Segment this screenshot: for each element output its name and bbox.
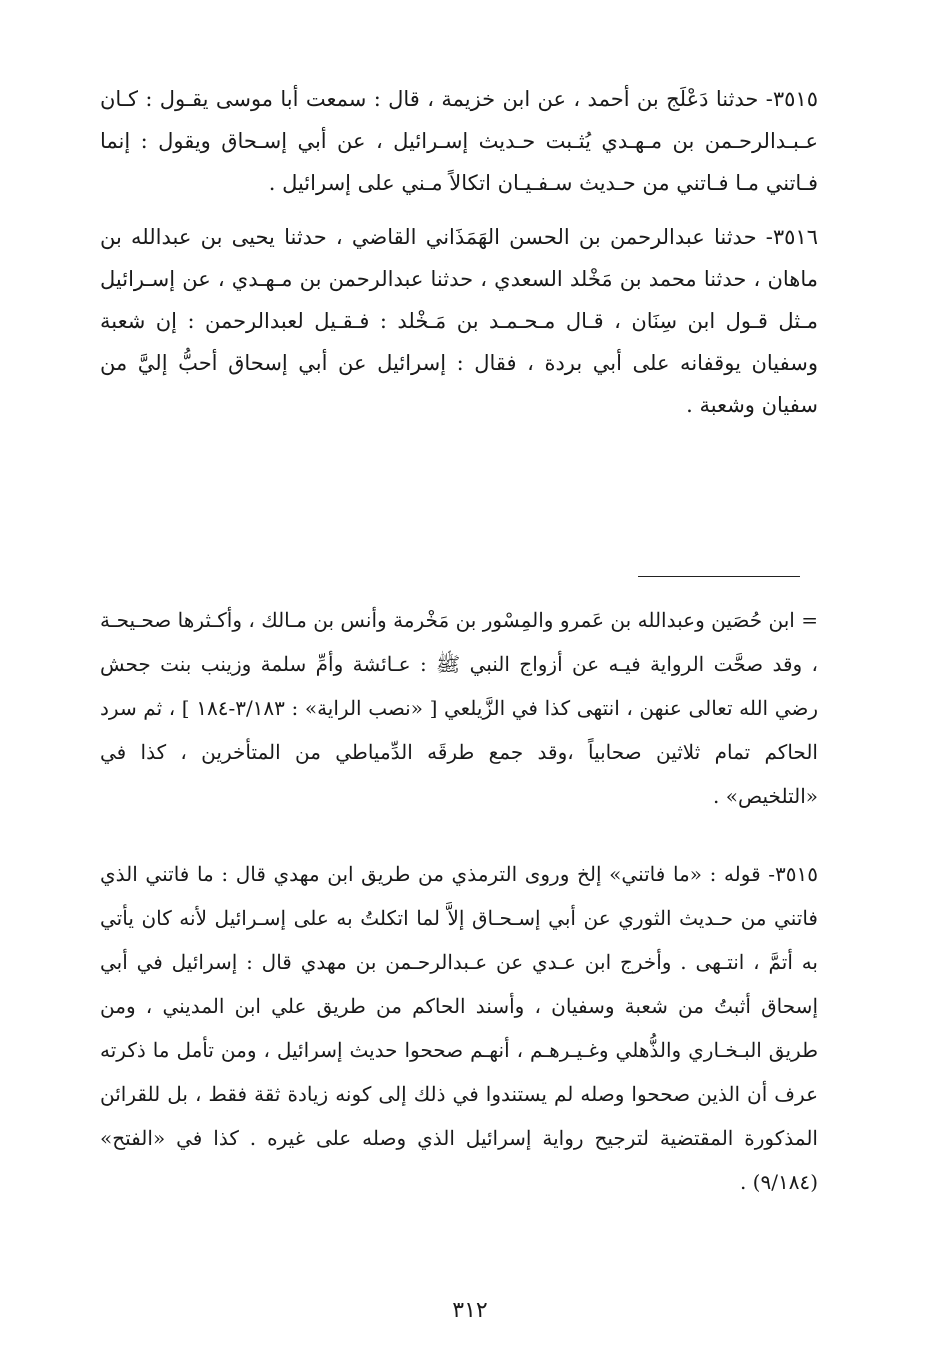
footnote-3515-block <box>100 852 818 1204</box>
footnote-continued-block <box>100 598 818 818</box>
footnote-continued-text: = ابن حُصَين وعبدالله بن عَمرو والمِسْور بن مَخْرمة وأنس بن مـالك ، وأكـثرها صحـيحـة ، وقد صحَّت الرواية فيـه عن أزواج النبي ﷺ : عـائشة وأمِّ سلمة وزينب بنت جحش رضي الله تعالى عنهن ، انتهى كذا في الزَّيلعي [ «نصب الراية» : ٣/١٨٣-١٨٤ ] ، ثم سرد الحاكم تمام ثلاثين صحابياً ،وقد جمع طرقَه الدِّمياطي من المتأخرين ، كذا في «التلخيص» . <box>100 608 818 808</box>
hadith-3515-paragraph: ٣٥١٥- حدثنا دَعْلَج بن أحمد ، عن ابن خزيمة ، قال : سمعت أبا موسى يقـول : كـان عـبـدالرحـمن بن مـهـدي يُثـبت حـديث إسـرائيل ، عن أبي إسـحاق ويقول : إنما فـاتني مـا فـاتني من حـديث سـفـيـان اتكالاً مـني على إسرائيل . <box>100 87 818 195</box>
footnote-divider <box>638 576 800 577</box>
main-text <box>100 78 818 438</box>
page-number: ٣١٢ <box>452 1298 488 1323</box>
footnote-3515-text: ٣٥١٥- قوله : «ما فاتني» إلخ وروى الترمذي من طريق ابن مهدي قال : ما فاتني الذي فاتني من حـديث الثوري عن أبي إسـحـاق إلاَّ لما اتكلتُ به على إسـرائيل لأنه كان يأتي به أتمَّ ، انتـهى . وأخرج ابن عـدي عن عـبدالرحـمن بن مهدي قال : إسرائيل في أبي إسحاق أثبتُ من شعبة وسفيان ، وأسند الحاكم من طريق علي ابن المديني ، ومن طريق البـخـاري والذُّهلي وغـيـرهـم ، أنهـم صححوا حديث إسرائيل ، ومن تأمل ما ذكرته عرف أن الذين صححوا وصله لم يستندوا في ذلك إلى كونه زيادة ثقة فقط ، بل للقرائن المذكورة المقتضية لترجيح رواية إسرائيل الذي وصله على غيره . كذا في «الفتح» (٩/١٨٤) . <box>100 862 818 1194</box>
hadith-3516-paragraph: ٣٥١٦- حدثنا عبدالرحمن بن الحسن الهَمَذَاني القاضي ، حدثنا يحيى بن عبدالله بن ماهان ، حدثنا محمد بن مَخْلد السعدي ، حدثنا عبدالرحمن بن مـهـدي ، عن إسـرائيل مـثل قـول ابن سِنَان ، قـال مـحـمـد بن مَـخْلد : فـقـيل لعبدالرحمن : إن شعبة وسفيان يوقفانه على أبي بردة ، فقال : إسرائيل عن أبي إسحاق أحبُّ إليَّ من سفيان وشعبة . <box>100 225 818 417</box>
